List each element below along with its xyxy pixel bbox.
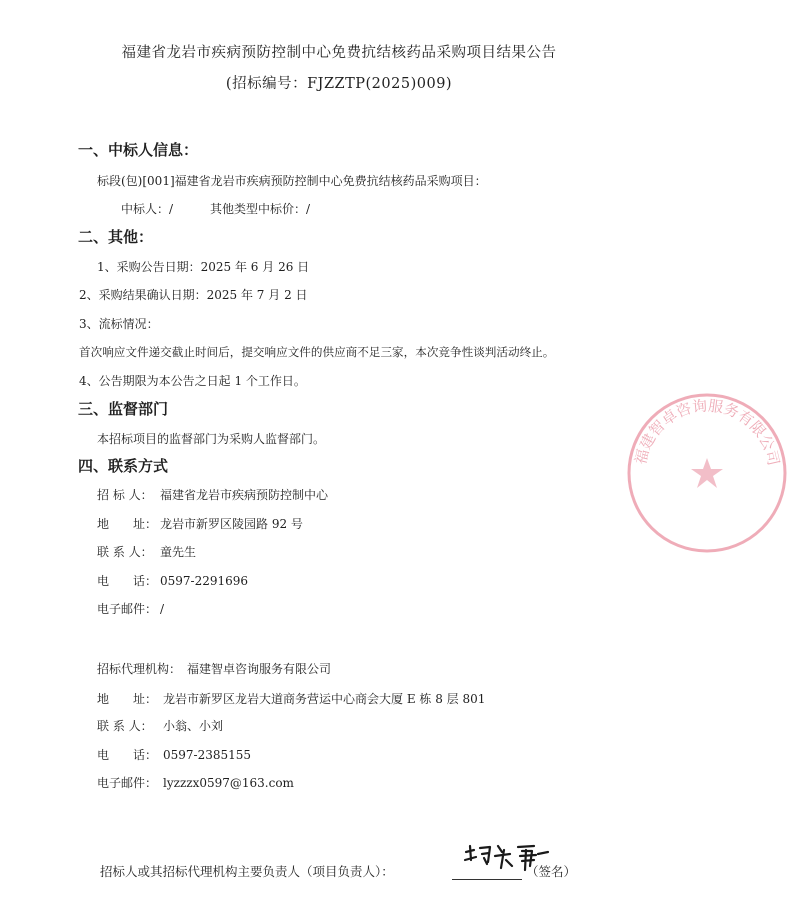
tenderer-phone: 0597-2291696 (160, 574, 249, 588)
failed-bid-detail: 首次响应文件递交截止时间后，提交响应文件的供应商不足三家，本次竞争性谈判活动终止。 (79, 345, 555, 359)
section-heading-contact: 四、联系方式 (78, 457, 169, 475)
tenderer-address: 龙岩市新罗区陵园路 92 号 (160, 517, 303, 531)
failed-bid-label: 3、流标情况： (79, 317, 159, 331)
tenderer-address-label: 地 址： (97, 517, 158, 531)
agency-address-label: 地 址： (97, 692, 158, 706)
tenderer-contact-label: 联 系 人： (97, 545, 153, 559)
company-seal-stamp (622, 388, 792, 558)
agency-email-label: 电子邮件： (97, 776, 158, 790)
section-heading-other: 二、其他： (78, 228, 154, 246)
lot-description: 标段(包)[001]福建省龙岩市疾病预防控制中心免费抗结核药品采购项目： (97, 174, 487, 188)
tender-number: (招标编号：FJZZTP(2025)009) (225, 76, 453, 92)
tenderer-name-label: 招 标 人： (97, 488, 153, 502)
supervision-text: 本招标项目的监督部门为采购人监督部门。 (97, 432, 326, 446)
section-heading-winner-info: 一、中标人信息： (78, 141, 199, 159)
announcement-title: 福建省龙岩市疾病预防控制中心免费抗结核药品采购项目结果公告 (121, 45, 557, 61)
tenderer-email-label: 电子邮件： (97, 602, 158, 616)
agency-contact-label: 联 系 人： (97, 719, 153, 733)
tenderer-contact: 童先生 (160, 545, 197, 559)
signature-label: 招标人或其招标代理机构主要负责人（项目负责人）： (100, 864, 394, 879)
agency-phone-label: 电 话： (97, 748, 158, 762)
announcement-date: 1、采购公告日期：2025 年 6 月 26 日 (97, 260, 310, 274)
signature-line (452, 879, 522, 880)
winner-value: 中标人：/ (121, 202, 174, 216)
notice-period: 4、公告期限为本公告之日起 1 个工作日。 (79, 374, 306, 388)
sign-note: （签名） (526, 864, 577, 879)
tenderer-email: / (160, 602, 165, 616)
section-heading-supervision: 三、监督部门 (78, 400, 169, 418)
tenderer-name: 福建省龙岩市疾病预防控制中心 (160, 488, 329, 502)
tenderer-phone-label: 电 话： (97, 574, 158, 588)
agency-email: lyzzzx0597@163.com (163, 776, 294, 790)
other-price-value: 其他类型中标价：/ (210, 202, 311, 216)
agency-address: 龙岩市新罗区龙岩大道商务营运中心商会大厦 E 栋 8 层 801 (163, 692, 486, 706)
svg-text:福建智卓咨询服务有限公司: 福建智卓咨询服务有限公司 (631, 396, 783, 468)
agency-name-label: 招标代理机构： (97, 662, 182, 676)
agency-phone: 0597-2385155 (163, 748, 252, 762)
confirmation-date: 2、采购结果确认日期：2025 年 7 月 2 日 (79, 288, 308, 302)
agency-contact: 小翁、小刘 (163, 719, 224, 733)
agency-name: 福建智卓咨询服务有限公司 (187, 662, 332, 676)
